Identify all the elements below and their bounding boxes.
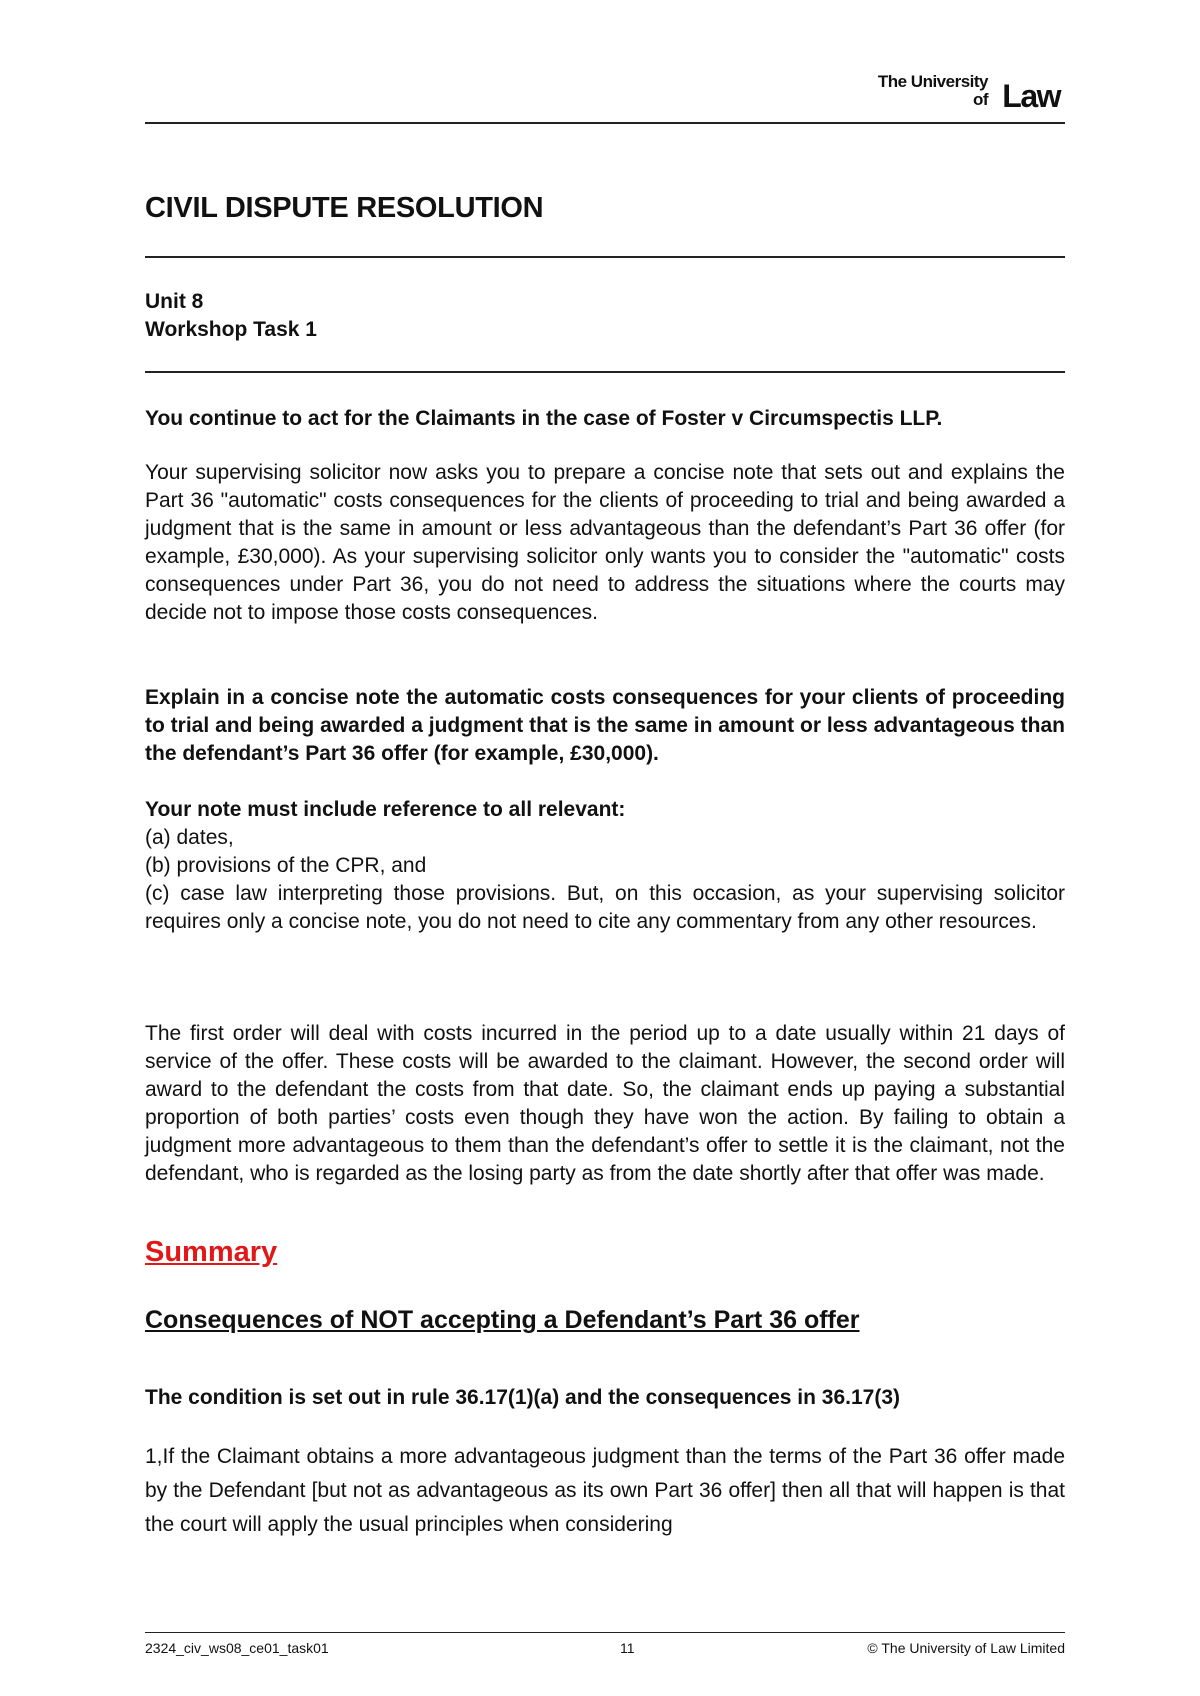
page-title: CIVIL DISPUTE RESOLUTION [145, 192, 544, 224]
summary-heading: Summary [145, 1236, 278, 1268]
instructions-paragraph: Your supervising solicitor now asks you to prepare a concise note that sets out and explains the Part 36 "automatic" costs consequences for the clients of proceeding to trial and being awarded a judgment that is the same in amount or less advantageous than the defendant’s Part 36 offer (for example, £30,000). As your supervising solicitor only wants you to consider the "automatic" costs consequences under Part 36, you do not need to address the situations where the courts may decide not to impose those costs consequences. [145, 461, 1065, 624]
unit-label: Unit 8 [145, 290, 204, 313]
task-label: Workshop Task 1 [145, 318, 317, 341]
unit-divider [145, 371, 1065, 373]
outcome-paragraph: 1,If the Claimant obtains a more advantageous judgment than the terms of the Part 36 offer made by the Defendant [but not as advantageous as its own Part 36 offer] then all that will happen is that the court will apply the usual principles when considering [145, 1445, 1065, 1536]
footer-document-code: 2324_civ_ws08_ce01_task01 [145, 1640, 329, 1656]
summary-block [145, 1236, 1065, 1269]
explain-task: Explain in a concise note the automatic costs consequences for your clients of proceeding to trial and being awarded a judgment that is the same in amount or less advantageous than the defendant’s Part 36 offer (for example, £30,000). [145, 686, 1065, 765]
footer-divider [145, 1632, 1065, 1633]
outcome-block [145, 1440, 1065, 1542]
intro-block [145, 405, 1065, 433]
unit-block [145, 288, 1065, 344]
logo-line-3: Law [1002, 78, 1060, 114]
footer-page-number: 11 [620, 1640, 635, 1656]
title-divider [145, 256, 1065, 258]
logo-line-2: of [972, 90, 988, 109]
requirement-item-c: (c) case law interpreting those provisions. But, on this occasion, as your supervising solicitor requires only a concise note, you do not need to cite any commentary from any other resources. [145, 882, 1065, 933]
requirement-item-a: (a) dates, [145, 826, 234, 849]
condition-statement: The condition is set out in rule 36.17(1)(a) and the consequences in 36.17(3) [145, 1386, 901, 1409]
costs-explanation-block [145, 1020, 1065, 1188]
footer-copyright: © The University of Law Limited [867, 1640, 1065, 1656]
document-title [145, 192, 1065, 225]
condition-block [145, 1384, 1065, 1412]
requirements-block [145, 796, 1065, 936]
university-logo [850, 72, 1060, 116]
requirement-item-b: (b) provisions of the CPR, and [145, 854, 427, 877]
header-divider [145, 122, 1065, 124]
consequences-block [145, 1306, 1065, 1335]
instructions-block [145, 459, 1065, 627]
explain-block [145, 684, 1065, 768]
intro-statement: You continue to act for the Claimants in the case of Foster v Circumspectis LLP. [145, 407, 943, 430]
costs-explanation-paragraph: The first order will deal with costs incurred in the period up to a date usually within 21 days of service of the offer. These costs will be awarded to the claimant. However, the second order will award to the defendant the costs from that date. So, the claimant ends up paying a substantial proportion of both parties’ costs even though they have won the action. By failing to obtain a judgment more advantageous to them than the defendant’s offer to settle it is the claimant, not the defendant, who is regarded as the losing party as from the date shortly after that offer was made. [145, 1022, 1065, 1185]
logo-line-1: The University [877, 72, 988, 91]
consequences-heading: Consequences of NOT accepting a Defendant’s Part 36 offer [145, 1306, 860, 1334]
requirements-heading: Your note must include reference to all relevant: [145, 798, 626, 821]
